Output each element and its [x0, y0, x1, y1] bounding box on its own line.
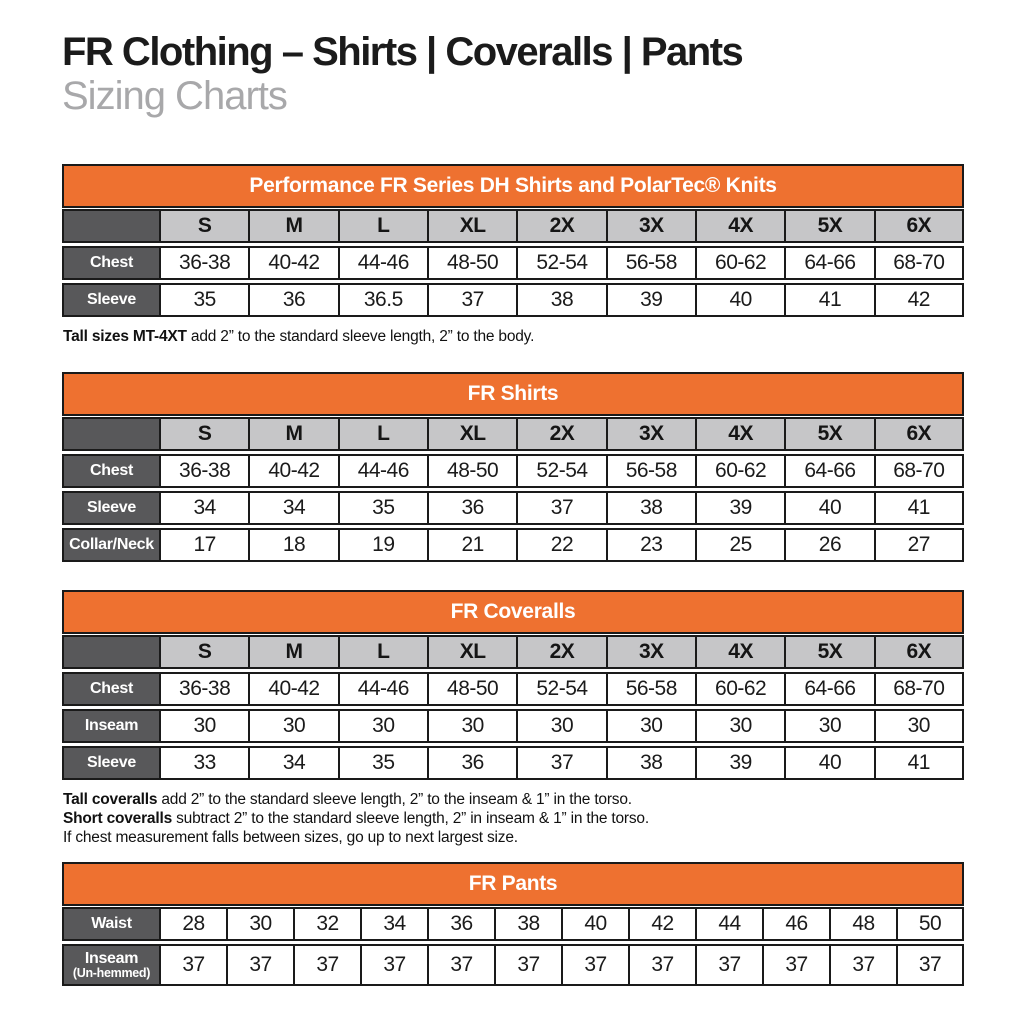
size-header-cell: 3X [607, 209, 696, 243]
value-cell: 37 [629, 944, 696, 986]
row-label-cell: Chest [62, 672, 160, 706]
value-cell: 41 [785, 283, 874, 317]
value-cell: 44-46 [339, 672, 428, 706]
row-label-cell: Waist [62, 907, 160, 941]
size-header-cell: 6X [875, 209, 964, 243]
value-cell: 52-54 [517, 246, 606, 280]
value-cell: 30 [339, 709, 428, 743]
value-cell: 37 [160, 944, 227, 986]
value-cell: 21 [428, 528, 517, 562]
size-header-cell: L [339, 635, 428, 669]
table-title-bar: FR Shirts [62, 372, 964, 416]
value-cell: 34 [160, 491, 249, 525]
corner-cell [62, 635, 160, 669]
size-header-cell: L [339, 209, 428, 243]
value-cell: 30 [517, 709, 606, 743]
value-cell: 30 [875, 709, 964, 743]
note-text: subtract 2” to the standard sleeve length, 2” in inseam & 1” in the torso. [172, 810, 649, 827]
value-cell: 37 [227, 944, 294, 986]
row-label-cell: Sleeve [62, 491, 160, 525]
value-cell: 50 [897, 907, 964, 941]
size-header-cell: S [160, 417, 249, 451]
value-cell: 42 [875, 283, 964, 317]
value-cell: 48-50 [428, 454, 517, 488]
value-cell: 36-38 [160, 672, 249, 706]
table-fr-shirts [62, 372, 964, 565]
note-line [63, 809, 964, 828]
note-text: If chest measurement falls between sizes, go up to next largest size. [63, 829, 518, 846]
size-table [62, 206, 964, 320]
note-text: add 2” to the standard sleeve length, 2” to the body. [186, 328, 535, 345]
size-header-cell: 5X [785, 635, 874, 669]
table-row [62, 944, 964, 986]
size-header-cell: 2X [517, 635, 606, 669]
value-cell: 36 [428, 491, 517, 525]
value-cell: 36-38 [160, 454, 249, 488]
value-cell: 48-50 [428, 246, 517, 280]
value-cell: 60-62 [696, 246, 785, 280]
value-cell: 37 [428, 944, 495, 986]
value-cell: 35 [160, 283, 249, 317]
size-header-cell: S [160, 635, 249, 669]
value-cell: 32 [294, 907, 361, 941]
value-cell: 27 [875, 528, 964, 562]
value-cell: 38 [607, 746, 696, 780]
size-header-cell: M [249, 417, 338, 451]
value-cell: 30 [785, 709, 874, 743]
size-header-cell: 2X [517, 417, 606, 451]
table-body [62, 907, 964, 986]
value-cell: 64-66 [785, 246, 874, 280]
value-cell: 40 [562, 907, 629, 941]
value-cell: 34 [361, 907, 428, 941]
value-cell: 64-66 [785, 672, 874, 706]
value-cell: 52-54 [517, 454, 606, 488]
table-fr-coveralls [62, 590, 964, 847]
corner-cell [62, 209, 160, 243]
value-cell: 23 [607, 528, 696, 562]
value-cell: 37 [517, 491, 606, 525]
value-cell: 30 [428, 709, 517, 743]
size-header-cell: 4X [696, 209, 785, 243]
size-table [62, 414, 964, 565]
value-cell: 41 [875, 746, 964, 780]
page-title: FR Clothing – Shirts | Coveralls | Pants [62, 30, 743, 74]
size-header-cell: L [339, 417, 428, 451]
value-cell: 39 [696, 746, 785, 780]
note-line [63, 790, 964, 809]
value-cell: 25 [696, 528, 785, 562]
table-row [62, 528, 964, 562]
value-cell: 18 [249, 528, 338, 562]
value-cell: 37 [294, 944, 361, 986]
value-cell: 37 [495, 944, 562, 986]
row-label-cell: Inseam [62, 709, 160, 743]
table-row [62, 746, 964, 780]
size-header-cell: S [160, 209, 249, 243]
value-cell: 44 [696, 907, 763, 941]
corner-cell [62, 417, 160, 451]
size-header-cell: 6X [875, 417, 964, 451]
value-cell: 30 [227, 907, 294, 941]
note-text: add 2” to the standard sleeve length, 2” to the inseam & 1” in the torso. [157, 791, 632, 808]
table-body [62, 417, 964, 562]
size-header-cell: XL [428, 209, 517, 243]
note-bold-text: Short coveralls [63, 810, 172, 827]
value-cell: 35 [339, 746, 428, 780]
value-cell: 26 [785, 528, 874, 562]
size-header-cell: 5X [785, 209, 874, 243]
row-label-cell: Chest [62, 454, 160, 488]
value-cell: 37 [562, 944, 629, 986]
row-label-cell: Chest [62, 246, 160, 280]
row-label-cell: Sleeve [62, 746, 160, 780]
value-cell: 37 [428, 283, 517, 317]
table-row [62, 672, 964, 706]
table-body [62, 209, 964, 317]
table-title-bar: FR Coveralls [62, 590, 964, 634]
table-notes [63, 790, 964, 847]
value-cell: 56-58 [607, 672, 696, 706]
value-cell: 40 [696, 283, 785, 317]
size-header-cell: M [249, 635, 338, 669]
row-label-cell: Sleeve [62, 283, 160, 317]
table-row [62, 907, 964, 941]
value-cell: 37 [361, 944, 428, 986]
table-title-bar: Performance FR Series DH Shirts and PolarTec® Knits [62, 164, 964, 208]
value-cell: 37 [897, 944, 964, 986]
size-header-cell: M [249, 209, 338, 243]
value-cell: 41 [875, 491, 964, 525]
value-cell: 48-50 [428, 672, 517, 706]
value-cell: 68-70 [875, 672, 964, 706]
value-cell: 40-42 [249, 672, 338, 706]
table-row [62, 454, 964, 488]
value-cell: 56-58 [607, 454, 696, 488]
value-cell: 33 [160, 746, 249, 780]
value-cell: 37 [830, 944, 897, 986]
value-cell: 56-58 [607, 246, 696, 280]
value-cell: 30 [696, 709, 785, 743]
value-cell: 40 [785, 491, 874, 525]
note-bold-text: Tall coveralls [63, 791, 158, 808]
value-cell: 37 [763, 944, 830, 986]
value-cell: 39 [607, 283, 696, 317]
value-cell: 30 [607, 709, 696, 743]
table-notes [63, 327, 964, 346]
value-cell: 36.5 [339, 283, 428, 317]
value-cell: 30 [160, 709, 249, 743]
value-cell: 40-42 [249, 454, 338, 488]
value-cell: 22 [517, 528, 606, 562]
value-cell: 36 [249, 283, 338, 317]
value-cell: 44-46 [339, 454, 428, 488]
value-cell: 36 [428, 907, 495, 941]
size-header-cell: 5X [785, 417, 874, 451]
value-cell: 38 [607, 491, 696, 525]
value-cell: 19 [339, 528, 428, 562]
value-cell: 17 [160, 528, 249, 562]
table-row [62, 709, 964, 743]
value-cell: 60-62 [696, 672, 785, 706]
note-line [63, 828, 964, 847]
value-cell: 44-46 [339, 246, 428, 280]
table-body [62, 635, 964, 780]
value-cell: 37 [517, 746, 606, 780]
table-title-bar: FR Pants [62, 862, 964, 906]
value-cell: 40 [785, 746, 874, 780]
size-header-cell: 2X [517, 209, 606, 243]
size-header-row [62, 209, 964, 243]
value-cell: 34 [249, 746, 338, 780]
value-cell: 52-54 [517, 672, 606, 706]
size-header-cell: 4X [696, 635, 785, 669]
table-fr-pants [62, 862, 964, 989]
table-performance-fr-series-dh-shirts [62, 164, 964, 346]
value-cell: 68-70 [875, 246, 964, 280]
size-header-cell: 6X [875, 635, 964, 669]
table-row [62, 491, 964, 525]
value-cell: 60-62 [696, 454, 785, 488]
size-table [62, 632, 964, 783]
value-cell: 36 [428, 746, 517, 780]
value-cell: 36-38 [160, 246, 249, 280]
value-cell: 64-66 [785, 454, 874, 488]
size-header-cell: 4X [696, 417, 785, 451]
size-header-cell: XL [428, 635, 517, 669]
value-cell: 37 [696, 944, 763, 986]
page-subtitle: Sizing Charts [62, 74, 287, 118]
value-cell: 42 [629, 907, 696, 941]
row-label-cell: Collar/Neck [62, 528, 160, 562]
value-cell: 38 [517, 283, 606, 317]
size-header-cell: 3X [607, 635, 696, 669]
table-row [62, 283, 964, 317]
value-cell: 68-70 [875, 454, 964, 488]
value-cell: 34 [249, 491, 338, 525]
size-table [62, 904, 964, 989]
row-sublabel: (Un-hemmed) [72, 966, 151, 980]
note-bold-text: Tall sizes MT-4XT [63, 328, 187, 345]
value-cell: 35 [339, 491, 428, 525]
note-line [63, 327, 964, 346]
size-header-cell: 3X [607, 417, 696, 451]
size-header-row [62, 635, 964, 669]
table-row [62, 246, 964, 280]
value-cell: 28 [160, 907, 227, 941]
value-cell: 40-42 [249, 246, 338, 280]
value-cell: 38 [495, 907, 562, 941]
row-label-cell: Inseam (Un-hemmed) [62, 944, 160, 986]
size-header-cell: XL [428, 417, 517, 451]
value-cell: 46 [763, 907, 830, 941]
value-cell: 30 [249, 709, 338, 743]
size-header-row [62, 417, 964, 451]
value-cell: 48 [830, 907, 897, 941]
value-cell: 39 [696, 491, 785, 525]
